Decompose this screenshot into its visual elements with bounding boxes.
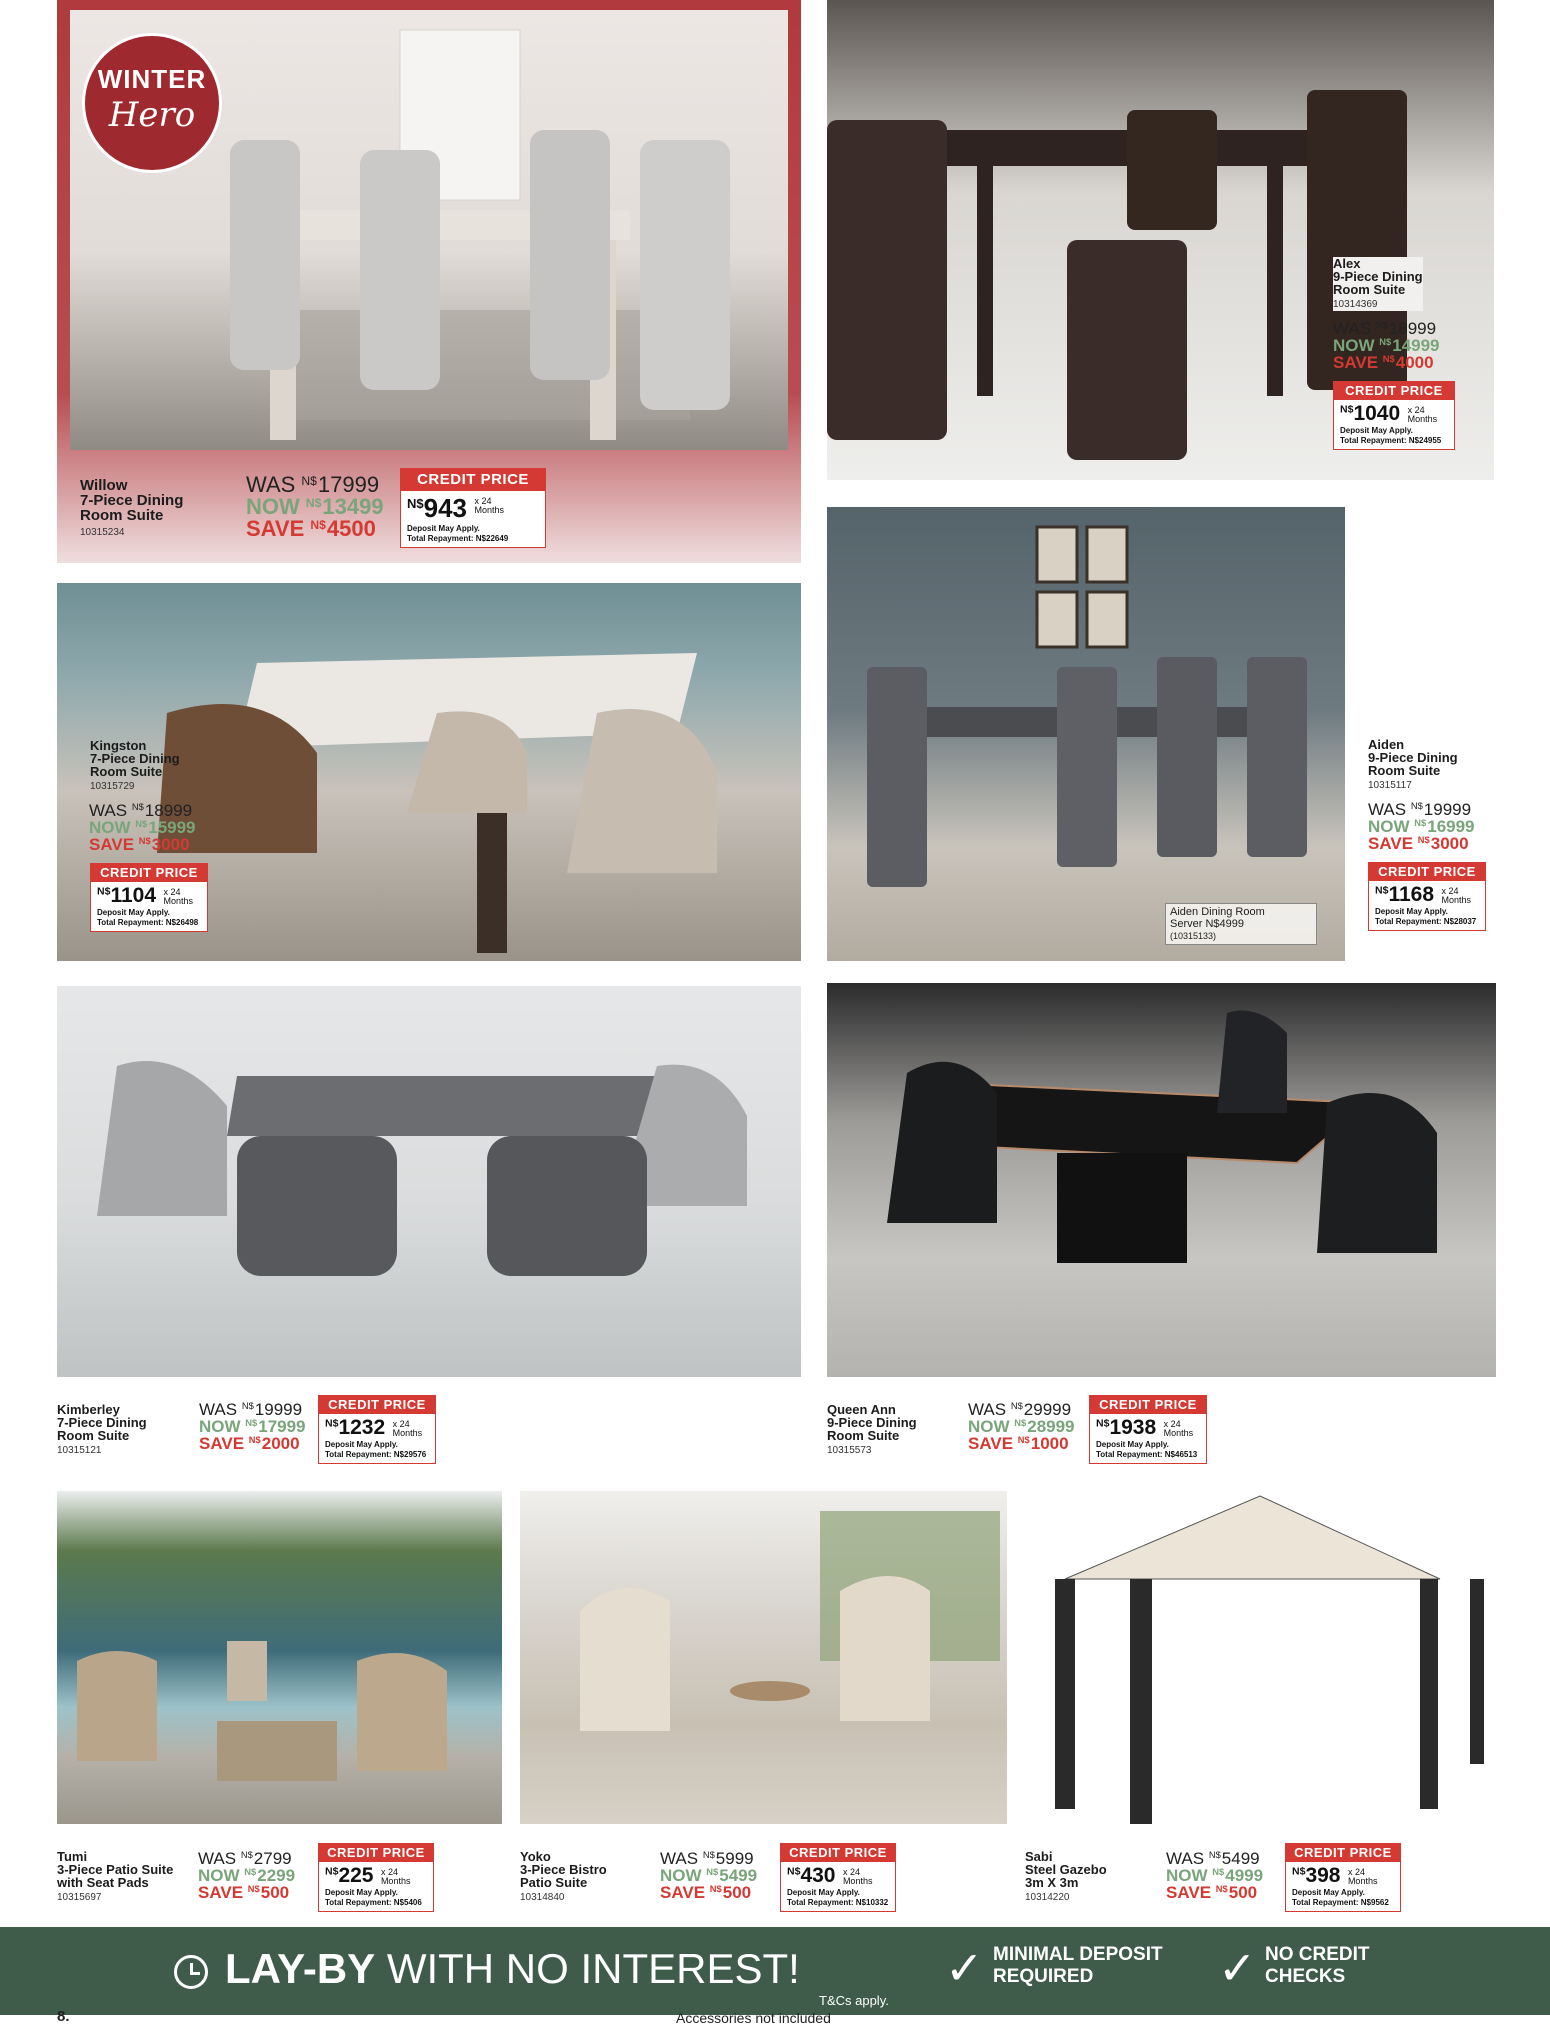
product-code: 10315234 (80, 527, 125, 538)
total-repayment: Total Repayment: N$10332 (787, 1898, 889, 1907)
tumi-name (57, 1850, 173, 1904)
kimberley-illustration (57, 986, 801, 1377)
point-line: CHECKS (1265, 1966, 1346, 1987)
total-repayment: Total Repayment: N$29576 (325, 1450, 427, 1459)
credit-price-label: CREDIT PRICE (1333, 381, 1455, 400)
tumi-illustration (57, 1491, 502, 1824)
product-code: 10315573 (827, 1445, 872, 1456)
tumi-prices (198, 1850, 295, 1901)
credit-term: x 24 Months (1347, 1867, 1378, 1886)
now-price: NOW $^{N\$}$15999 (89, 818, 196, 837)
product-desc: Room Suite (1333, 282, 1406, 297)
credit-amount: $^{N\$}$1938 (1096, 1416, 1157, 1439)
product-desc: 3m X 3m (1025, 1875, 1079, 1890)
credit-term: x 24 Months (392, 1419, 423, 1438)
layby-bold: LAY-BY (225, 1945, 376, 1992)
credit-term: x 24 Months (842, 1867, 873, 1886)
product-desc: 3-Piece Bistro (520, 1862, 607, 1877)
checkmark-icon: ✓ (1218, 1942, 1257, 1994)
save-amount: SAVE $^{N\$}$500 (1166, 1883, 1258, 1902)
was-price: WAS $^{N\$}$17999 (246, 472, 380, 497)
willow-credit-box (400, 468, 546, 548)
yoko-credit-box (780, 1843, 896, 1912)
sabi-photo[interactable] (1025, 1491, 1495, 1824)
save-amount: SAVE $^{N\$}$1000 (968, 1434, 1069, 1453)
credit-price-label: CREDIT PRICE (400, 468, 546, 491)
alex-credit-box (1333, 381, 1455, 450)
product-desc: Room Suite (1368, 763, 1441, 778)
now-price: NOW $^{N\$}$5499 (660, 1866, 758, 1885)
kingston-prices (89, 802, 196, 853)
kimberley-photo[interactable] (57, 986, 801, 1377)
product-name: Queen Ann (827, 1402, 896, 1417)
credit-amount: $^{N\$}$1040 (1340, 402, 1401, 425)
sabi-illustration (1025, 1491, 1495, 1824)
aiden-prices (1368, 801, 1475, 852)
deposit-note: Deposit May Apply. (325, 1888, 398, 1897)
product-desc: 9-Piece Dining (1333, 269, 1423, 284)
willow-prices (246, 474, 384, 540)
product-desc: 9-Piece Dining (827, 1415, 917, 1430)
product-code: 10315729 (90, 781, 135, 792)
deposit-note: Deposit May Apply. (1340, 426, 1413, 435)
product-desc: with Seat Pads (57, 1875, 149, 1890)
alex-prices (1333, 320, 1440, 371)
save-amount: SAVE $^{N\$}$4500 (246, 516, 376, 541)
queenann-name (827, 1403, 917, 1457)
yoko-illustration (520, 1491, 1007, 1824)
product-name: Kimberley (57, 1402, 120, 1417)
yoko-photo[interactable] (520, 1491, 1007, 1824)
aiden-name (1368, 738, 1458, 792)
point-line: NO CREDIT (1265, 1944, 1370, 1965)
kimberley-prices (199, 1401, 306, 1452)
product-code: 10315117 (1368, 780, 1412, 791)
sabi-prices (1166, 1850, 1263, 1901)
winter-hero-badge (82, 33, 222, 173)
now-price: NOW $^{N\$}$2299 (198, 1866, 296, 1885)
product-desc: 3-Piece Patio Suite (57, 1862, 174, 1877)
sabi-credit-box (1285, 1843, 1401, 1912)
deposit-note: Deposit May Apply. (787, 1888, 860, 1897)
server-name: Aiden Dining Room (1170, 906, 1265, 918)
product-desc: 9-Piece Dining (1368, 750, 1458, 765)
was-price: WAS $^{N\$}$29999 (968, 1400, 1072, 1419)
credit-price-label: CREDIT PRICE (1285, 1843, 1401, 1862)
save-amount: SAVE $^{N\$}$2000 (199, 1434, 300, 1453)
product-name: Yoko (520, 1849, 551, 1864)
layby-rest: WITH NO INTEREST! (375, 1945, 800, 1992)
total-repayment: Total Repayment: N$22649 (407, 534, 509, 543)
save-amount: SAVE $^{N\$}$3000 (89, 835, 190, 854)
alex-name (1333, 257, 1423, 311)
minimal-deposit-text (993, 1944, 1163, 1988)
credit-term: x 24 Months (1407, 405, 1438, 424)
save-amount: SAVE $^{N\$}$3000 (1368, 834, 1469, 853)
save-amount: SAVE $^{N\$}$500 (660, 1883, 752, 1902)
credit-price-label: CREDIT PRICE (318, 1843, 434, 1862)
product-desc: Room Suite (90, 764, 163, 779)
credit-amount: $^{N\$}$943 (407, 493, 468, 523)
credit-price-label: CREDIT PRICE (318, 1395, 436, 1414)
kingston-credit-box (90, 863, 208, 932)
credit-price-label: CREDIT PRICE (780, 1843, 896, 1862)
queenann-photo[interactable] (827, 983, 1496, 1377)
total-repayment: Total Repayment: N$26498 (97, 918, 199, 927)
credit-amount: $^{N\$}$398 (1292, 1864, 1341, 1887)
product-desc: Room Suite (57, 1428, 130, 1443)
credit-term: x 24 Months (163, 887, 193, 906)
product-name: Sabi (1025, 1849, 1053, 1864)
layby-footer-banner (0, 1927, 1550, 2015)
save-amount: SAVE $^{N\$}$4000 (1333, 353, 1434, 372)
tumi-credit-box (318, 1843, 434, 1912)
sabi-name (1025, 1850, 1107, 1904)
aiden-photo[interactable] (827, 507, 1345, 961)
deposit-note: Deposit May Apply. (97, 908, 170, 917)
queenann-illustration (827, 983, 1496, 1377)
total-repayment: Total Repayment: N$9562 (1292, 1898, 1389, 1907)
product-desc: Patio Suite (520, 1875, 588, 1890)
now-price: NOW $^{N\$}$28999 (968, 1417, 1075, 1436)
was-price: WAS $^{N\$}$5499 (1166, 1849, 1260, 1868)
credit-term: x 24 Months (1163, 1419, 1194, 1438)
product-code: 10315697 (57, 1892, 102, 1903)
server-code: (10315133) (1170, 931, 1217, 941)
was-price: WAS $^{N\$}$19999 (199, 1400, 303, 1419)
clock-icon (174, 1955, 208, 1989)
product-desc: 7-Piece Dining (80, 492, 184, 509)
kimberley-credit-box (318, 1395, 436, 1464)
aiden-illustration (827, 507, 1345, 961)
queenann-credit-box (1089, 1395, 1207, 1464)
tumi-photo[interactable] (57, 1491, 502, 1824)
product-desc: Room Suite (80, 507, 164, 524)
yoko-prices (660, 1850, 757, 1901)
deposit-note: Deposit May Apply. (1096, 1440, 1169, 1449)
save-amount: SAVE $^{N\$}$500 (198, 1883, 290, 1902)
deposit-note: Deposit May Apply. (1375, 907, 1448, 916)
kingston-name (90, 739, 180, 793)
now-price: NOW $^{N\$}$16999 (1368, 817, 1475, 836)
now-price: NOW $^{N\$}$17999 (199, 1417, 306, 1436)
product-desc: 7-Piece Dining (57, 1415, 147, 1430)
credit-amount: $^{N\$}$1232 (325, 1416, 386, 1439)
product-code: 10314220 (1025, 1892, 1070, 1903)
now-price: NOW $^{N\$}$13499 (246, 494, 384, 519)
product-code: 10314369 (1333, 299, 1378, 310)
product-name: Alex (1333, 256, 1361, 271)
total-repayment: Total Repayment: N$24955 (1340, 436, 1442, 445)
credit-amount: $^{N\$}$1168 (1375, 883, 1434, 906)
product-name: Kingston (90, 738, 147, 753)
credit-price-label: CREDIT PRICE (1089, 1395, 1207, 1414)
credit-term: x 24 Months (1441, 886, 1471, 905)
layby-headline (225, 1945, 800, 1993)
yoko-name (520, 1850, 607, 1904)
total-repayment: Total Repayment: N$28037 (1375, 917, 1477, 926)
badge-winter: WINTER (97, 64, 207, 94)
product-name: Aiden (1368, 737, 1405, 752)
point-line: MINIMAL DEPOSIT (993, 1944, 1163, 1965)
total-repayment: Total Repayment: N$46513 (1096, 1450, 1198, 1459)
credit-amount: $^{N\$}$1104 (97, 884, 156, 907)
product-code: 10315121 (57, 1445, 102, 1456)
deposit-note: Deposit May Apply. (407, 524, 480, 533)
credit-term: x 24 Months (474, 496, 504, 515)
deposit-note: Deposit May Apply. (1292, 1888, 1365, 1897)
product-name: Willow (80, 477, 128, 494)
page-number: 8. (57, 2008, 70, 2025)
no-credit-checks-text (1265, 1944, 1370, 1988)
was-price: WAS $^{N\$}$18999 (1333, 319, 1437, 338)
product-desc: 7-Piece Dining (90, 751, 180, 766)
kimberley-name (57, 1403, 147, 1457)
deposit-note: Deposit May Apply. (325, 1440, 398, 1449)
checkmark-icon: ✓ (945, 1942, 984, 1994)
was-price: WAS $^{N\$}$5999 (660, 1849, 754, 1868)
credit-amount: $^{N\$}$225 (325, 1864, 374, 1887)
was-price: WAS $^{N\$}$19999 (1368, 800, 1472, 819)
server-price: Server N$4999 (1170, 918, 1244, 930)
product-code: 10314840 (520, 1892, 565, 1903)
queenann-prices (968, 1401, 1075, 1452)
aiden-server-label (1165, 903, 1317, 945)
credit-price-label: CREDIT PRICE (1368, 862, 1486, 881)
credit-term: x 24 Months (380, 1867, 411, 1886)
accessories-note: Accessories not included (676, 2010, 831, 2026)
total-repayment: Total Repayment: N$5406 (325, 1898, 422, 1907)
product-desc: Steel Gazebo (1025, 1862, 1107, 1877)
aiden-credit-box (1368, 862, 1486, 931)
now-price: NOW $^{N\$}$14999 (1333, 336, 1440, 355)
was-price: WAS $^{N\$}$2799 (198, 1849, 292, 1868)
terms-note: T&Cs apply. (819, 1993, 889, 2008)
badge-hero: Hero (108, 95, 196, 135)
product-desc: Room Suite (827, 1428, 900, 1443)
credit-price-label: CREDIT PRICE (90, 863, 208, 882)
credit-amount: $^{N\$}$430 (787, 1864, 836, 1887)
now-price: NOW $^{N\$}$4999 (1166, 1866, 1264, 1885)
point-line: REQUIRED (993, 1966, 1094, 1987)
willow-name (80, 478, 183, 540)
product-name: Tumi (57, 1849, 88, 1864)
was-price: WAS $^{N\$}$18999 (89, 801, 193, 820)
